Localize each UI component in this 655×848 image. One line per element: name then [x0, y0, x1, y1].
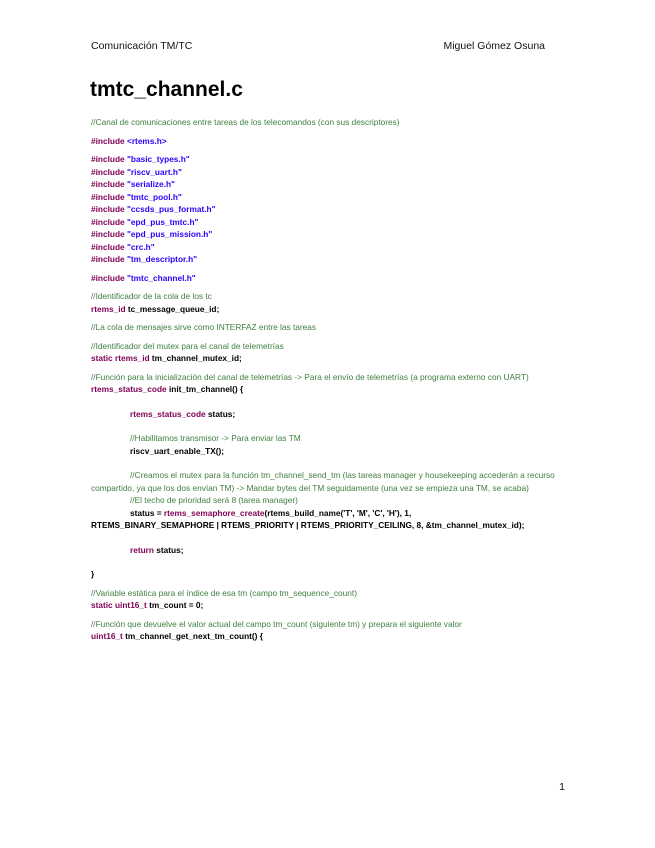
document-title: tmtc_channel.c: [90, 78, 243, 101]
code-text: (rtems_build_name('T', 'M', 'C', 'H'), 1,: [264, 507, 412, 518]
code-comment: //El techo de prioridad será 8 (tarea manager): [130, 495, 298, 505]
code-text: tm_channel_get_next_tm_count() {: [122, 631, 263, 641]
code-line: [91, 507, 571, 520]
code-line: [91, 241, 571, 254]
keyword: static: [91, 600, 113, 610]
include-file: "tmtc_channel.h": [126, 272, 196, 283]
code-comment: //Identificador de la cola de los tc: [91, 291, 212, 301]
code-line: }: [91, 569, 95, 579]
include-keyword: #include: [91, 272, 125, 283]
include-file: "tm_descriptor.h": [126, 254, 198, 264]
code-line: [91, 408, 571, 421]
code-text: tm_count = 0;: [146, 600, 204, 610]
code-text: status;: [153, 544, 184, 555]
include-file: "basic_types.h": [126, 154, 190, 164]
include-file: "epd_pus_mission.h": [126, 229, 213, 239]
code-line: [91, 272, 571, 285]
include-keyword: #include: [91, 241, 125, 252]
keyword: return: [130, 544, 154, 555]
code-comment: //Identificador del mutex para el canal de telemetrías: [91, 340, 284, 351]
code-line: [91, 191, 571, 204]
include-keyword: #include: [91, 154, 125, 164]
include-keyword: #include: [91, 254, 125, 264]
code-text: status =: [130, 507, 164, 518]
include-file: "tmtc_pool.h": [126, 191, 182, 202]
code-comment: //Creamos el mutex para la función tm_channel_send_tm (las tareas manager y housekeeping accederán a recurso compartido, ya que los dos envían TM) -> Mandar bytes del TM seguidamente (una vez se empieza una TM, se acaba): [91, 470, 558, 493]
include-keyword: #include: [91, 135, 125, 146]
code-line: [91, 383, 571, 396]
include-keyword: #include: [91, 216, 125, 227]
code-line: [91, 216, 571, 229]
code-comment: //Función para la inicialización del canal de telemetrías -> Para el envío de telemetrías (a programa externo con UART): [91, 371, 529, 382]
code-line: [91, 544, 571, 557]
code-line: [91, 228, 571, 241]
header-right: Miguel Gómez Osuna: [443, 40, 545, 52]
code-line: [91, 352, 571, 365]
include-file: "epd_pus_tmtc.h": [126, 216, 199, 227]
code-comment: //Función que devuelve el valor actual del campo tm_count (siguiente tm) y prepara el siguiente valor: [91, 618, 462, 629]
include-keyword: #include: [91, 191, 125, 202]
code-block: [91, 116, 571, 643]
code-line: [91, 630, 571, 643]
type-name: rtems_id: [112, 353, 150, 363]
code-comment: //Canal de comunicaciones entre tareas de los telecomandos (con sus descriptores): [91, 117, 400, 127]
include-file: <rtems.h>: [126, 135, 167, 146]
code-text: tc_message_queue_id;: [125, 303, 220, 314]
code-text: status;: [205, 408, 236, 419]
include-file: "riscv_uart.h": [126, 166, 182, 177]
type-name: rtems_status_code: [91, 384, 167, 394]
code-line: [91, 135, 571, 148]
code-line: RTEMS_BINARY_SEMAPHORE | RTEMS_PRIORITY | RTEMS_PRIORITY_CEILING, 8, &tm_channel_mutex_id);: [91, 520, 525, 530]
code-comment: //Variable estática para el índice de esa tm (campo tm_sequence_count): [91, 587, 357, 598]
code-line: [91, 178, 571, 191]
code-line: [91, 599, 571, 612]
code-comment: //La cola de mensajes sirve como INTERFAZ entre las tareas: [91, 322, 317, 332]
keyword: static: [91, 353, 113, 363]
include-file: "serialize.h": [126, 179, 175, 189]
include-file: "ccsds_pus_format.h": [126, 204, 216, 214]
type-name: uint16_t: [91, 631, 123, 641]
code-comment: //Habilitamos transmisor -> Para enviar las TM: [130, 433, 301, 443]
code-line: [91, 303, 571, 316]
type-name: rtems_id: [91, 303, 126, 314]
include-keyword: #include: [91, 229, 125, 239]
include-keyword: #include: [91, 204, 125, 214]
code-line: [91, 203, 571, 216]
code-line: [91, 166, 571, 179]
code-line: [91, 153, 571, 166]
code-text: init_tm_channel() {: [166, 384, 244, 394]
function-name: rtems_semaphore_create: [163, 507, 265, 518]
code-line: [91, 253, 571, 266]
include-file: "crc.h": [126, 241, 155, 252]
include-keyword: #include: [91, 179, 125, 189]
include-keyword: #include: [91, 166, 125, 177]
code-text: tm_channel_mutex_id;: [149, 353, 242, 363]
type-name: rtems_status_code: [130, 408, 206, 419]
header-left: Comunicación TM/TC: [91, 40, 193, 52]
type-name: uint16_t: [112, 600, 147, 610]
page-number: 1: [559, 781, 565, 793]
code-line: riscv_uart_enable_TX();: [130, 445, 225, 456]
